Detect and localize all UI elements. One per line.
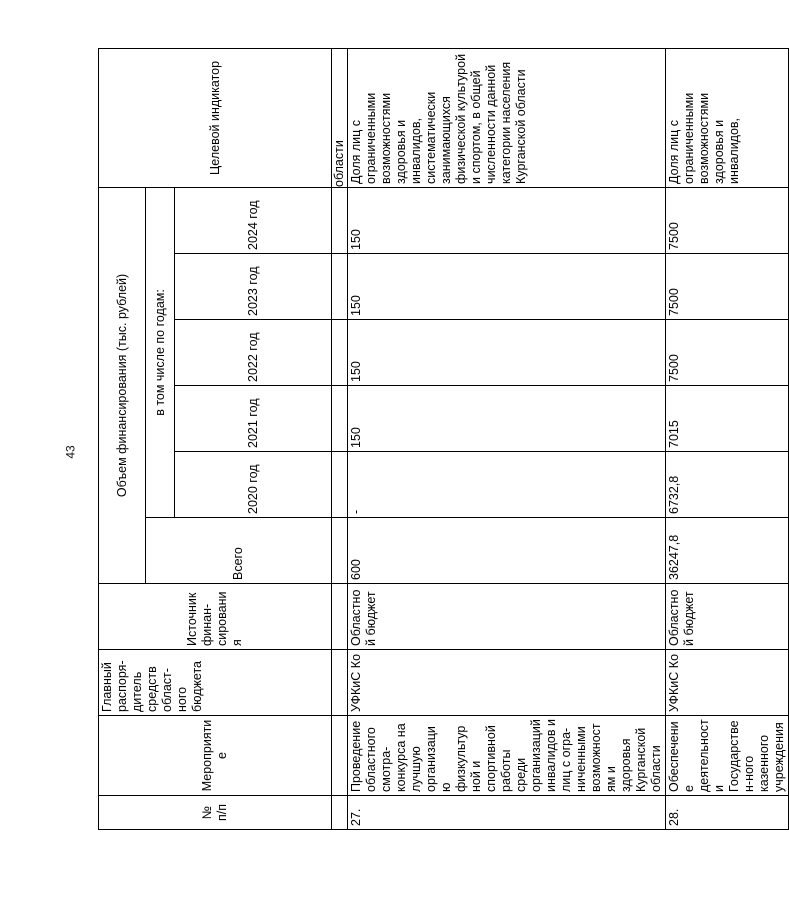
- row-manager: УФКиС Ко: [666, 650, 789, 716]
- header-year-2021: 2021 год: [175, 386, 332, 452]
- row-indicator: Доля лиц с ограниченными возможностями здоровья и инвалидов,: [666, 48, 789, 187]
- page-number: 43: [63, 445, 78, 459]
- header-source: Источник финан-сирования: [99, 584, 332, 650]
- header-total: Всего: [146, 518, 332, 584]
- row-num: 28.: [666, 796, 789, 830]
- row-indicator: Доля лиц с ограниченными возможностями здоровья и инвалидов, систематически занимающихся физической культурой и спортом, в общей численности данной категории населения Курганской области: [348, 48, 666, 187]
- header-num: № п/п: [99, 796, 332, 830]
- row-event: Обеспечение деятельности Государствен-ного казенного учреждения: [666, 716, 789, 796]
- row-event: Проведение областного смотра-конкурса на лучшую организацию физкультурной и спортивной работы среди организаций инвалидов и лиц с огра-ниченными возможностям и здоровья Курганской области: [348, 716, 666, 796]
- row-y2024: 150: [348, 187, 666, 253]
- row-y2020: 6732,8: [666, 452, 789, 518]
- row-y2024: 7500: [666, 187, 789, 253]
- row-source: Областной бюджет: [348, 584, 666, 650]
- table-row: [666, 48, 789, 829]
- header-year-2020: 2020 год: [175, 452, 332, 518]
- header-funding: Объем финансирования (тыс. рублей): [99, 187, 146, 583]
- header-row-1: [99, 48, 146, 829]
- funding-table: [98, 48, 789, 830]
- row-y2022: 150: [348, 320, 666, 386]
- row-y2023: 150: [348, 254, 666, 320]
- header-event: Мероприятие: [99, 716, 332, 796]
- row-manager: УФКиС Ко: [348, 650, 666, 716]
- header-year-2022: 2022 год: [175, 320, 332, 386]
- table-row: [348, 48, 666, 829]
- header-indicator: Целевой индикатор: [99, 48, 332, 187]
- row-num: 27.: [348, 796, 666, 830]
- continuation-row: [332, 48, 348, 829]
- rotated-page: [98, 49, 786, 830]
- header-manager: Главный распоря-дитель средств област-ного бюджета: [99, 650, 332, 716]
- row-y2023: 7500: [666, 254, 789, 320]
- row-y2022: 7500: [666, 320, 789, 386]
- row-y2021: 7015: [666, 386, 789, 452]
- header-by-year: в том числе по годам:: [146, 187, 175, 517]
- header-year-2024: 2024 год: [175, 187, 332, 253]
- row-total: 600: [348, 518, 666, 584]
- row-y2020: -: [348, 452, 666, 518]
- header-year-2023: 2023 год: [175, 254, 332, 320]
- row-total: 36247,8: [666, 518, 789, 584]
- row-source: Областной бюджет: [666, 584, 789, 650]
- row-y2021: 150: [348, 386, 666, 452]
- continuation-indicator: области: [332, 48, 348, 187]
